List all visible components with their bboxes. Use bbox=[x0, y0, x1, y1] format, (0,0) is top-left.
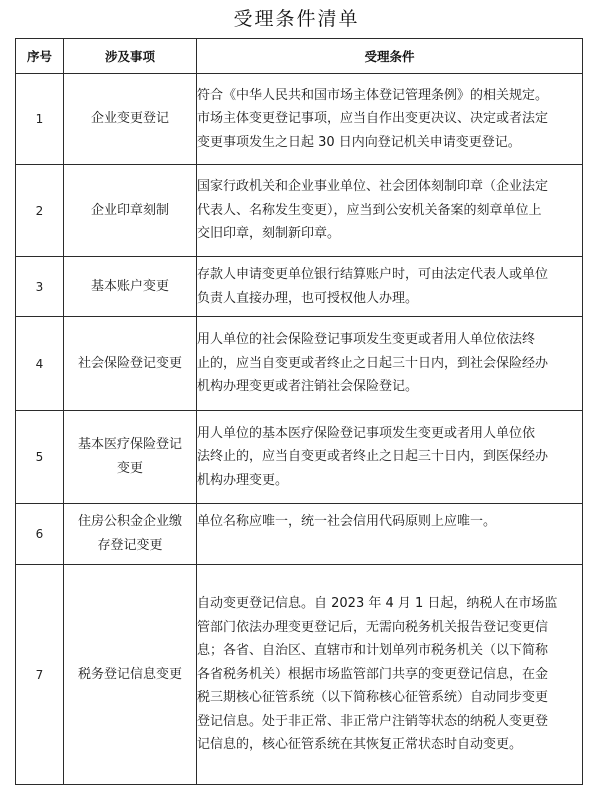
table-row bbox=[16, 74, 583, 165]
table-row bbox=[16, 165, 583, 257]
row-item bbox=[64, 165, 197, 257]
condition-line: 用人单位的社会保险登记事项发生变更或者用人单位依法终 bbox=[197, 332, 536, 348]
row-item-line: 基本账户变更 bbox=[90, 278, 169, 294]
row-item-line: 企业印章刻制 bbox=[90, 202, 169, 218]
condition-line: 变更事项发生之日起 30 日内向登记机关申请变更登记。 bbox=[197, 134, 521, 150]
row-conditions bbox=[197, 165, 583, 257]
row-index: 7 bbox=[16, 565, 64, 785]
row-item bbox=[64, 317, 197, 411]
row-conditions bbox=[197, 74, 583, 165]
condition-line: 国家行政机关和企业事业单位、社会团体刻制印章（企业法定 bbox=[197, 179, 549, 195]
condition-line: 机构办理变更。 bbox=[197, 472, 289, 488]
table-row bbox=[16, 504, 583, 565]
condition-line: 代表人、名称发生变更），应当到公安机关备案的刻章单位上 bbox=[197, 202, 542, 218]
row-item bbox=[64, 411, 197, 504]
table-row bbox=[16, 411, 583, 504]
row-index: 6 bbox=[16, 504, 64, 565]
condition-line: 符合《中华人民共和国市场主体登记管理条例》的相关规定。 bbox=[197, 87, 549, 103]
condition-line: 交旧印章，刻制新印章。 bbox=[197, 226, 341, 242]
row-item-line: 住房公积金企业缴 bbox=[77, 514, 182, 529]
row-conditions bbox=[197, 257, 583, 317]
row-item bbox=[64, 74, 197, 165]
header-conditions: 受理条件 bbox=[197, 39, 583, 74]
condition-line: 法终止的，应当自变更或者终止之日起三十日内，到医保经办 bbox=[197, 449, 549, 465]
condition-line: 单位名称应唯一，统一社会信用代码原则上应唯一。 bbox=[197, 514, 497, 529]
table-row bbox=[16, 317, 583, 411]
row-index: 1 bbox=[16, 74, 64, 165]
row-index: 5 bbox=[16, 411, 64, 504]
row-conditions bbox=[197, 565, 583, 785]
row-item bbox=[64, 504, 197, 565]
row-item bbox=[64, 565, 197, 785]
condition-line: 用人单位的基本医疗保险登记事项发生变更或者用人单位依 bbox=[197, 425, 536, 441]
acceptance-conditions-table bbox=[15, 38, 583, 785]
row-index: 2 bbox=[16, 165, 64, 257]
header-item: 涉及事项 bbox=[64, 39, 197, 74]
condition-line: 各省税务机关）根据市场监管部门共享的变更登记信息，在金 bbox=[197, 666, 549, 682]
row-conditions bbox=[197, 504, 583, 565]
condition-line: 机构办理变更或者注销社会保险登记。 bbox=[197, 379, 419, 395]
condition-line: 税三期核心征管系统（以下简称核心征管系统）自动同步变更 bbox=[197, 690, 549, 706]
row-item-line: 企业变更登记 bbox=[90, 111, 169, 126]
row-item-line: 社会保险登记变更 bbox=[77, 355, 182, 371]
condition-line: 负责人直接办理，也可授权他人办理。 bbox=[197, 290, 419, 306]
condition-line: 市场主体变更登记事项，应当自作出变更决议、决定或者法定 bbox=[197, 111, 549, 127]
condition-line: 记信息的，核心征管系统在其恢复正常状态时自动变更。 bbox=[197, 737, 523, 753]
condition-line: 存款人申请变更单位银行结算账户时，可由法定代表人或单位 bbox=[197, 266, 549, 282]
header-index: 序号 bbox=[16, 39, 64, 74]
row-conditions bbox=[197, 317, 583, 411]
table-row bbox=[16, 257, 583, 317]
row-index: 3 bbox=[16, 257, 64, 317]
row-index: 4 bbox=[16, 317, 64, 411]
row-item-line: 基本医疗保险登记 bbox=[77, 437, 182, 452]
condition-line: 登记信息。处于非正常、非正常户注销等状态的纳税人变更登 bbox=[197, 713, 549, 729]
row-item-line: 变更 bbox=[116, 461, 143, 476]
row-item-line: 存登记变更 bbox=[97, 538, 163, 553]
condition-line: 息；各省、自治区、直辖市和计划单列市税务机关（以下简称 bbox=[197, 643, 549, 659]
condition-line: 管部门依法办理变更登记后，无需向税务机关报告登记变更信 bbox=[197, 619, 549, 635]
row-item-line: 税务登记信息变更 bbox=[77, 666, 182, 682]
table-row bbox=[16, 565, 583, 785]
table-header-row bbox=[16, 39, 583, 74]
row-conditions bbox=[197, 411, 583, 504]
condition-line: 止的，应当自变更或者终止之日起三十日内，到社会保险经办 bbox=[197, 355, 549, 371]
page-title: 受理条件清单 bbox=[233, 8, 360, 30]
condition-line: 自动变更登记信息。自 2023 年 4 月 1 日起，纳税人在市场监 bbox=[197, 595, 558, 611]
row-item bbox=[64, 257, 197, 317]
